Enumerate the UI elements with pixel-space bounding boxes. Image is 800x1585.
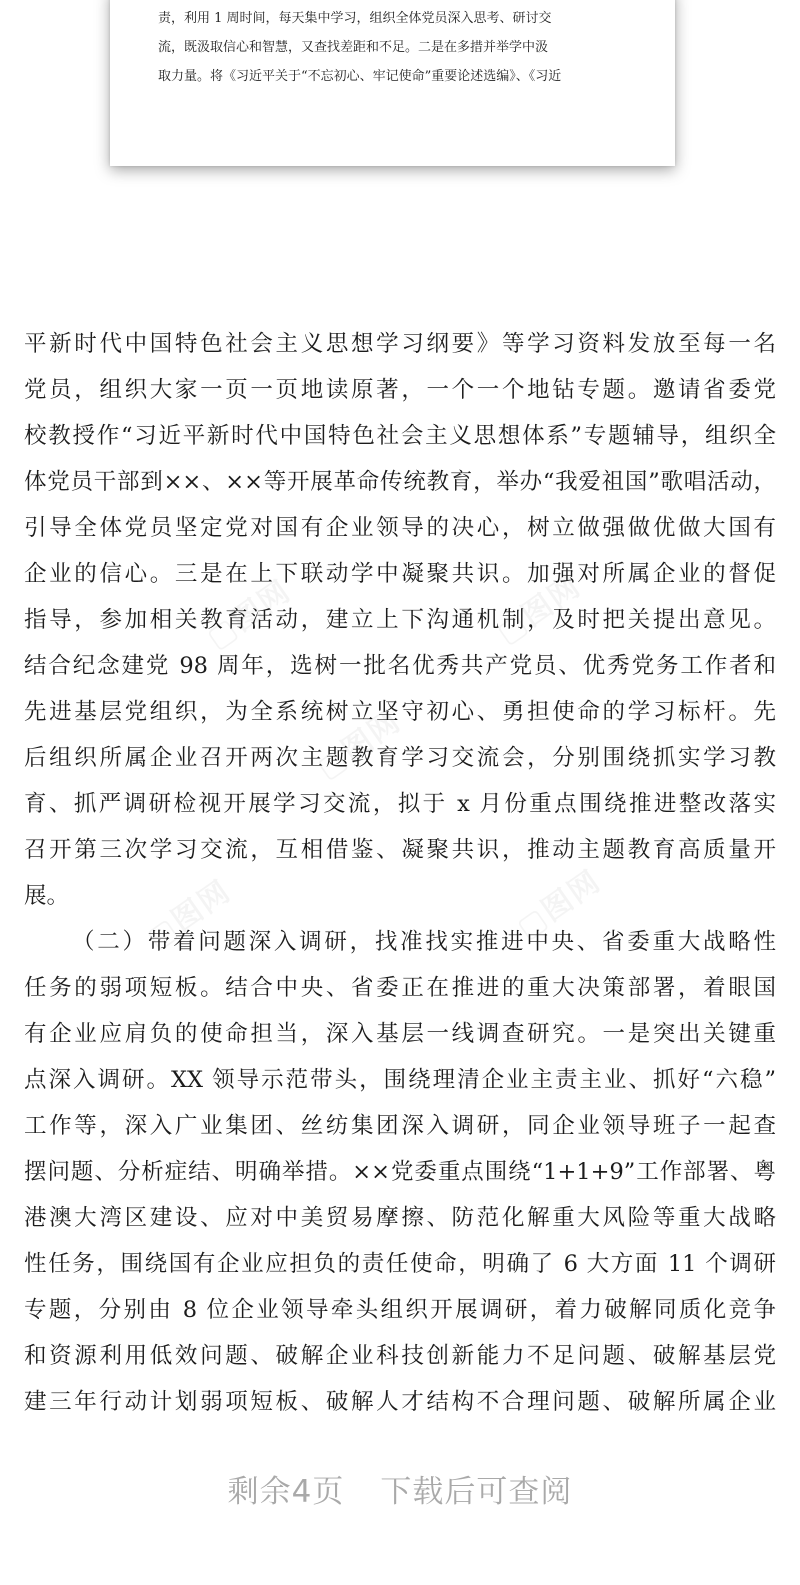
text-line: 育、抓严调研检视开展学习交流，拟于 x 月份重点围绕推进整改落实 [24,791,776,817]
text-line: 性任务，围绕国有企业应担负的责任使命，明确了 6 大方面 11 个调研 [24,1251,776,1277]
text-line: 平新时代中国特色社会主义思想学习纲要》等学习资料发放至每一名 [24,331,776,357]
text-line: 摆问题、分析症结、明确举措。××党委重点围绕“1+1+9”工作部署、粤 [24,1159,776,1185]
text-line: 指导，参加相关教育活动，建立上下沟通机制，及时把关提出意见。 [24,607,776,633]
text-line: 港澳大湾区建设、应对中美贸易摩擦、防范化解重大风险等重大战略 [24,1205,776,1231]
download-prompt[interactable] [0,1466,800,1511]
text-line: 有企业应肩负的使命担当，深入基层一线调查研究。一是突出关键重 [24,1021,776,1047]
text-line: 后组织所属企业召开两次主题教育学习交流会，分别围绕抓实学习教 [24,745,776,771]
text-line: 召开第三次学习交流，互相借鉴、凝聚共识，推动主题教育高质量开 [24,837,776,863]
text-line: 企业的信心。三是在上下联动学中凝聚共识。加强对所属企业的督促 [24,561,776,587]
remaining-pages-label: 剩余4页 [227,1474,345,1510]
text-line: 党员，组织大家一页一页地读原著，一个一个地钻专题。邀请省委党 [24,377,776,403]
text-line: 专题，分别由 8 位企业领导牵头组织开展调研，着力破解同质化竞争 [24,1297,776,1323]
text-line: 体党员干部到××、××等开展革命传统教育，举办“我爱祖国”歌唱活动， [24,469,776,495]
text-line: 任务的弱项短板。结合中央、省委正在推进的重大决策部署，着眼国 [24,975,776,1001]
download-to-view-label: 下载后可查阅 [380,1474,573,1510]
section-heading: （二）带着问题深入调研，找准找实推进中央、省委重大战略性 [72,929,776,955]
text-line: 引导全体党员坚定党对国有企业领导的决心，树立做强做优做大国有 [24,515,776,541]
text-line: 校教授作“习近平新时代中国特色社会主义思想体系”专题辅导，组织全 [24,423,776,449]
text-line: 和资源利用低效问题、破解企业科技创新能力不足问题、破解基层党 [24,1343,776,1369]
page-preview-card [110,0,675,166]
text-line: 建三年行动计划弱项短板、破解人才结构不合理问题、破解所属企业 [24,1389,776,1415]
preview-line: 流，既汲取信心和智慧，又查找差距和不足。二是在多措并举学中汲 [158,40,549,55]
text-line: 展。 [24,883,70,909]
text-line: 工作等，深入广业集团、丝纺集团深入调研，同企业领导班子一起查 [24,1113,776,1139]
preview-line: 责，利用 1 周时间，每天集中学习，组织全体党员深入思考、研讨交 [158,11,552,26]
preview-line: 取力量。将《习近平关于“不忘初心、牢记使命”重要论述选编》、《习近 [158,69,562,84]
text-line: 结合纪念建党 98 周年，选树一批名优秀共产党员、优秀党务工作者和 [24,653,776,679]
text-line: 点深入调研。XX 领导示范带头，围绕理清企业主责主业、抓好“六稳” [24,1067,776,1093]
text-line: 先进基层党组织，为全系统树立坚守初心、勇担使命的学习标杆。先 [24,699,776,725]
